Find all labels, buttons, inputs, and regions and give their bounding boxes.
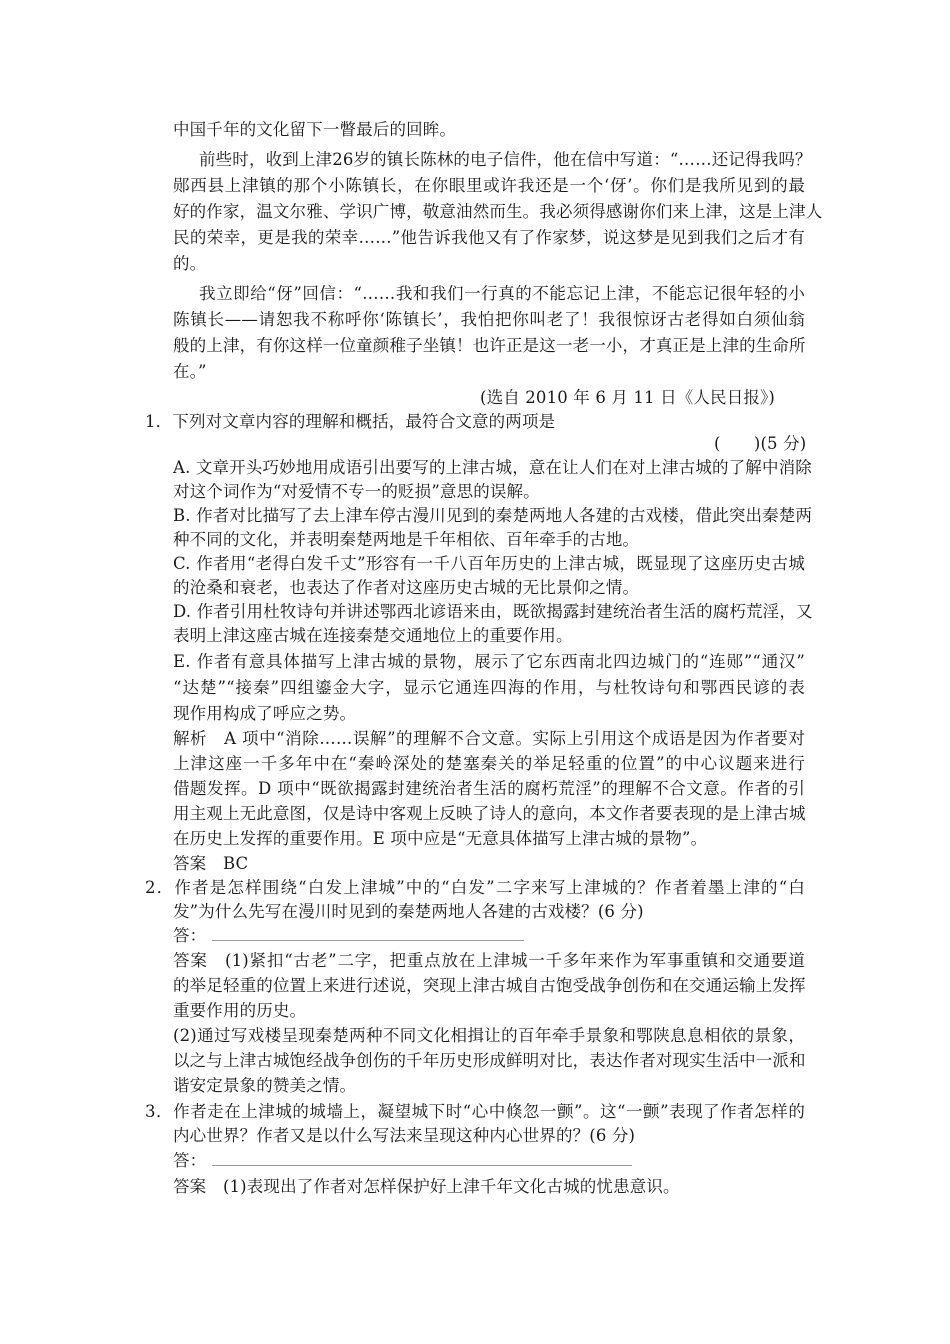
answer-line: 重要作用的历史。 <box>173 1001 307 1020</box>
passage-line: 民的荣幸，更是我的荣幸……”他告诉我他又有了作家梦，说这梦是见到我们之后才有 <box>173 228 805 247</box>
question-2-stem: 发”为什么先写在漫川时见到的秦楚两地人各建的古戏楼？(6 分) <box>173 902 644 921</box>
option-e-line: E. 作者有意具体描写上津古城的景物，展示了它东西南北四边城门的“连郧”“通汉” <box>173 652 805 671</box>
passage-line: 我立即给“伢”回信：“……我和我们一行真的不能忘记上津，不能忘记很年轻的小 <box>199 284 805 303</box>
option-d-line: 表明上津这座古城在连接秦楚交通地位上的重要作用。 <box>173 626 573 645</box>
analysis-line: 解析 A 项中“消除……误解”的理解不合文意。实际上引用这个成语是因为作者要对 <box>173 729 805 748</box>
option-e-line: 现作用构成了呼应之势。 <box>173 704 357 723</box>
answer-line: 的举足轻重的位置上来进行述说，突现上津古城自古饱受战争创伤和在交通运输上发挥 <box>173 976 806 995</box>
answer-blank-row <box>173 924 524 948</box>
analysis-line: 在历史上发挥的重要作用。E 项中应是“无意具体描写上津古城的景物”。 <box>173 829 708 848</box>
answer-line: 答案 (1)表现出了作者对怎样保护好上津千年文化古城的忧患意识。 <box>173 1177 680 1196</box>
passage-line: 般的上津，有你这样一位童颜稚子坐镇！也许正是这一老一小，才真正是上津的生命所 <box>173 336 806 355</box>
reply-label: 答： <box>173 926 207 945</box>
passage-line: 郧西县上津镇的那个小陈镇长，在你眼里或许我还是一个‘伢’。你们是我所见到的最 <box>173 176 805 195</box>
option-c-line: C. 作者用“老得白发千丈”形容有一千八百年历史的上津古城，既显现了这座历史古城 <box>173 554 805 573</box>
passage-line: 前些时，收到上津26岁的镇长陈林的电子信件，他在信中写道：“……还记得我吗？ <box>199 150 812 169</box>
option-e-line: “达楚”“接秦”四组鎏金大字，显示它通连四海的作用，与杜牧诗句和鄂西民谚的表 <box>173 678 805 697</box>
answer-line: 答案 BC <box>173 854 249 873</box>
question-1-stem: 1．下列对文章内容的理解和概括，最符合文意的两项是 <box>145 412 556 431</box>
question-3-stem: 3．作者走在上津城的城墙上，凝望城下时“心中倏忽一颤”。这“一颤”表现了作者怎样的 <box>145 1102 805 1121</box>
option-d-line: D. 作者引用杜牧诗句并讲述鄂西北谚语来由，既欲揭露封建统治者生活的腐朽荒淫，又 <box>173 602 813 621</box>
analysis-line: 借题发挥。D 项中“既欲揭露封建统治者生活的腐朽荒淫”的理解不合文意。作者的引 <box>173 779 805 798</box>
option-b-line: 种不同的文化，并表明秦楚两地是千年相依、百年牵手的古地。 <box>173 530 640 549</box>
option-c-line: 的沧桑和衰老，也表达了作者对这座历史古城的无比景仰之情。 <box>173 578 640 597</box>
option-b-line: B. 作者对比描写了去上津车停古漫川见到的秦楚两地人各建的古戏楼，借此突出秦楚两 <box>173 506 813 525</box>
passage-source: (选自 2010 年 6 月 11 日《人民日报》) <box>480 388 775 407</box>
analysis-line: 用主观上无此意图，仅是诗中客观上反映了诗人的意向，本文作者要表现的是上津古城 <box>173 804 806 823</box>
option-a-line: 对这个词作为“对爱情不专一的贬损”意思的误解。 <box>173 482 540 501</box>
passage-line: 的。 <box>173 254 207 273</box>
answer-blank-row <box>173 1149 632 1173</box>
answer-line: (2)通过写戏楼呈现秦楚两种不同文化相揖让的百年牵手景象和鄂陕息息相依的景象， <box>173 1026 805 1045</box>
question-3-stem: 内心世界？作者又是以什么写法来呈现这种内心世界的？(6 分) <box>173 1126 636 1145</box>
answer-line: 以之与上津古城饱经战争创伤的千年历史形成鲜明对比，表达作者对现实生活中一派和 <box>173 1051 806 1070</box>
answer-input-line[interactable] <box>212 1149 632 1166</box>
answer-line: 答案 (1)紧扣“古老”二字，把重点放在上津城一千多年来作为军事重镇和交通要道 <box>173 951 805 970</box>
question-1-score: ( )(5 分) <box>714 434 807 453</box>
option-a-line: A. 文章开头巧妙地用成语引出要写的上津古城，意在让人们在对上津古城的了解中消除 <box>173 458 812 477</box>
reply-label: 答： <box>173 1151 207 1170</box>
passage-line: 在。” <box>173 362 207 381</box>
passage-line: 陈镇长——请恕我不称呼你‘陈镇长’，我怕把你叫老了！我很惊讶古老得如白须仙翁 <box>173 310 805 329</box>
question-2-stem: 2．作者是怎样围绕“白发上津城”中的“白发”二字来写上津城的？作者着墨上津的“白 <box>145 878 805 897</box>
analysis-line: 上津这座一千多年中在“秦岭深处的楚塞秦关的举足轻重的位置”的中心议题来进行 <box>173 754 805 773</box>
passage-line: 好的作家，温文尔雅、学识广博，敬意油然而生。我必须得感谢你们来上津，这是上津人 <box>173 202 823 221</box>
answer-line: 谐安定景象的赞美之情。 <box>173 1076 357 1095</box>
passage-line: 中国千年的文化留下一瞥最后的回眸。 <box>173 120 457 139</box>
answer-input-line[interactable] <box>212 924 524 941</box>
